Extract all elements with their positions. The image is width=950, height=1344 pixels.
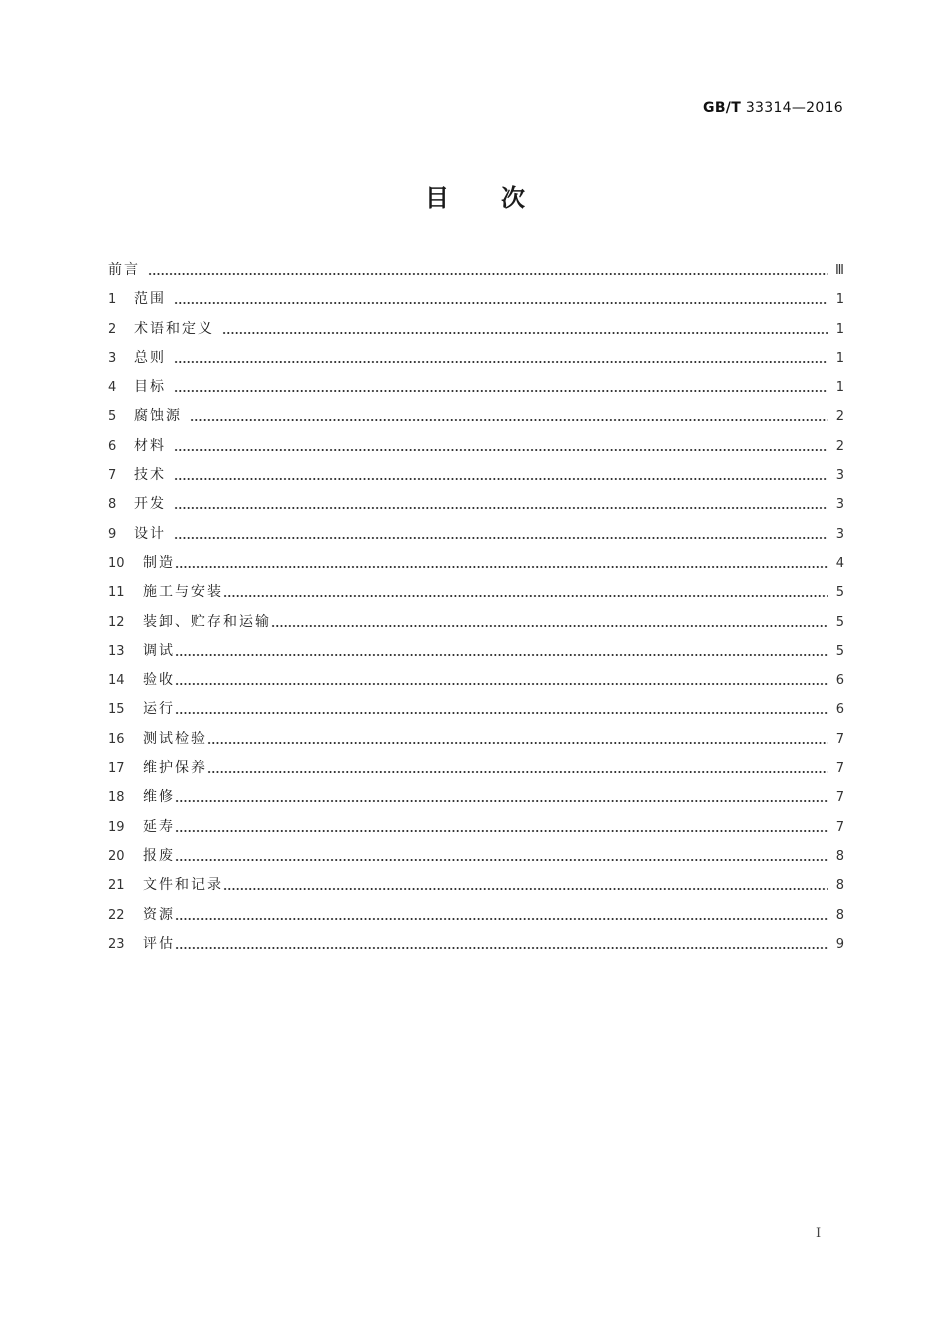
toc-entry-number: 14: [108, 673, 125, 689]
toc-entry-label: 调试: [143, 642, 175, 659]
dot-leader: [175, 783, 828, 812]
toc-entry[interactable]: [108, 842, 844, 871]
toc-entry-label: 范围: [134, 291, 166, 308]
dot-leader: [174, 344, 828, 373]
toc-entry-label: 施工与安装: [143, 584, 223, 601]
standard-code: [703, 100, 843, 116]
toc-entry[interactable]: [108, 608, 844, 637]
toc-entry-page: 5: [835, 614, 844, 630]
toc-entry-page: 8: [835, 907, 844, 923]
dot-leader: [175, 695, 828, 724]
toc-entry-label: 评估: [143, 935, 175, 952]
toc-entry-page: 7: [835, 761, 844, 777]
toc-entry-number: 1: [108, 292, 117, 308]
toc-entry-label: 总则: [134, 349, 166, 366]
toc-entry-label: 前言: [108, 262, 140, 278]
toc-entry-page: 3: [835, 468, 844, 484]
title-char-1: 目: [425, 184, 449, 212]
toc-entry-page: 7: [835, 731, 844, 747]
dot-leader: [207, 725, 828, 754]
toc-entry-page: 3: [835, 497, 844, 513]
dot-leader: [175, 666, 828, 695]
toc-entry-page: 1: [835, 292, 844, 308]
toc-entry-label: 开发: [134, 496, 166, 513]
toc-entry[interactable]: [108, 901, 844, 930]
dot-leader: [148, 256, 828, 285]
toc-entry-page: 7: [835, 819, 844, 835]
toc-entry-label: 设计: [134, 525, 166, 542]
toc-entry-label: 延寿: [143, 818, 175, 835]
toc-entry[interactable]: [108, 285, 844, 314]
toc-entry[interactable]: [108, 783, 844, 812]
toc-entry[interactable]: [108, 871, 844, 900]
toc-entry[interactable]: [108, 461, 844, 490]
dot-leader: [175, 637, 828, 666]
toc-entry-number: 21: [108, 878, 125, 894]
toc-entry-number: 17: [108, 761, 125, 777]
toc-entry-label: 制造: [143, 554, 175, 571]
toc-entry-label: 资源: [143, 906, 175, 923]
toc-entry-number: 5: [108, 409, 117, 425]
dot-leader: [174, 520, 828, 549]
toc-entry-number: 8: [108, 497, 117, 513]
toc-entry-number: 12: [108, 614, 125, 630]
toc-entry-number: 20: [108, 848, 125, 864]
dot-leader: [223, 871, 828, 900]
toc-entry[interactable]: [108, 813, 844, 842]
toc-entry-number: 2: [108, 321, 117, 337]
toc-entry[interactable]: [108, 402, 844, 431]
dot-leader: [190, 402, 828, 431]
toc-entry-page: 2: [835, 409, 844, 425]
table-of-contents: [108, 256, 844, 959]
dot-leader: [175, 930, 828, 959]
dot-leader: [223, 578, 828, 607]
toc-entry[interactable]: [108, 637, 844, 666]
toc-entry-number: 3: [108, 350, 117, 366]
dot-leader: [207, 754, 828, 783]
toc-entry-page: 9: [835, 936, 844, 952]
standard-prefix: GB/T: [703, 100, 742, 116]
toc-entry[interactable]: [108, 666, 844, 695]
toc-entry-number: 6: [108, 438, 117, 454]
dot-leader: [174, 461, 828, 490]
toc-entry[interactable]: [108, 578, 844, 607]
toc-entry-label: 装卸、贮存和运输: [143, 613, 271, 630]
toc-entry-page: 1: [835, 350, 844, 366]
toc-entry-number: 22: [108, 907, 125, 923]
toc-entry-page: 1: [835, 321, 844, 337]
toc-entry[interactable]: [108, 754, 844, 783]
toc-entry-page: 6: [835, 702, 844, 718]
toc-entry-label: 术语和定义: [134, 320, 214, 337]
toc-entry-page: 4: [835, 555, 844, 571]
toc-entry[interactable]: [108, 695, 844, 724]
toc-entry[interactable]: [108, 256, 844, 285]
dot-leader: [175, 549, 828, 578]
toc-entry-label: 维护保养: [143, 760, 207, 777]
toc-entry-page: Ⅲ: [835, 263, 844, 278]
toc-entry-number: 11: [108, 585, 125, 601]
toc-entry-page: 8: [835, 848, 844, 864]
toc-entry-page: 8: [835, 878, 844, 894]
toc-entry-page: 7: [835, 790, 844, 806]
toc-entry-label: 技术: [134, 467, 166, 484]
toc-entry-number: 13: [108, 643, 125, 659]
page-title: [0, 178, 950, 213]
toc-entry-page: 3: [835, 526, 844, 542]
toc-entry[interactable]: [108, 490, 844, 519]
standard-number: 33314—2016: [745, 100, 843, 116]
page-number: I: [816, 1226, 822, 1241]
dot-leader: [175, 901, 828, 930]
toc-entry[interactable]: [108, 373, 844, 402]
toc-entry-number: 9: [108, 526, 117, 542]
toc-entry-number: 19: [108, 819, 125, 835]
dot-leader: [175, 842, 828, 871]
toc-entry-number: 7: [108, 468, 117, 484]
toc-entry-page: 2: [835, 438, 844, 454]
toc-entry-number: 23: [108, 936, 125, 952]
toc-entry-page: 6: [835, 673, 844, 689]
toc-entry-label: 报废: [143, 847, 175, 864]
toc-entry-label: 测试检验: [143, 730, 207, 747]
toc-entry-page: 5: [835, 585, 844, 601]
dot-leader: [174, 490, 828, 519]
dot-leader: [174, 432, 828, 461]
toc-entry-page: 1: [835, 380, 844, 396]
dot-leader: [222, 315, 828, 344]
toc-entry-label: 腐蚀源: [134, 408, 182, 425]
toc-entry[interactable]: [108, 344, 844, 373]
toc-entry-number: 4: [108, 380, 117, 396]
toc-entry[interactable]: [108, 930, 844, 959]
dot-leader: [174, 285, 828, 314]
dot-leader: [174, 373, 828, 402]
toc-entry-number: 16: [108, 731, 125, 747]
toc-entry-label: 验收: [143, 672, 175, 689]
dot-leader: [175, 813, 828, 842]
toc-entry-label: 维修: [143, 789, 175, 806]
toc-entry-label: 文件和记录: [143, 877, 223, 894]
toc-entry[interactable]: [108, 520, 844, 549]
toc-entry-number: 18: [108, 790, 125, 806]
toc-entry-label: 材料: [134, 437, 166, 454]
dot-leader: [271, 608, 828, 637]
toc-entry[interactable]: [108, 725, 844, 754]
toc-entry[interactable]: [108, 315, 844, 344]
toc-entry-label: 运行: [143, 701, 175, 718]
toc-entry[interactable]: [108, 432, 844, 461]
toc-entry-page: 5: [835, 643, 844, 659]
toc-entry[interactable]: [108, 549, 844, 578]
toc-entry-number: 10: [108, 555, 125, 571]
title-char-2: 次: [501, 184, 525, 212]
toc-entry-number: 15: [108, 702, 125, 718]
toc-entry-label: 目标: [134, 379, 166, 396]
